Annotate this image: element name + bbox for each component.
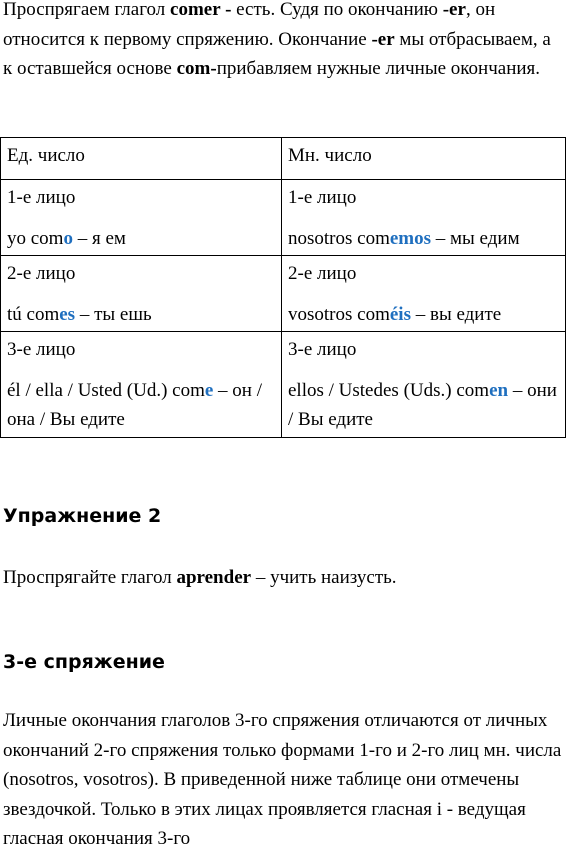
- verb-aprender: aprender: [176, 567, 252, 588]
- conjugation-form: [288, 300, 559, 329]
- conjugation-form: [288, 224, 559, 253]
- ending-er: -er: [371, 28, 395, 50]
- table-row: [1, 256, 566, 332]
- conjugation-form: [288, 376, 559, 434]
- section-paragraph: Личные окончания глаголов 3-го спряжения отличаются от личных окончаний 2-го спряжения только формами 1-го и 2-го лиц мн. числа (nosotros, vosotros). В приведенной ниже таблице они отмечены звездочкой. Только в этих лицах проявляется гласная i - ведущая гласная окончания 3-го: [3, 710, 562, 849]
- form-translation: – они / Вы едите: [288, 380, 557, 430]
- intro-text: есть. Судя по окончанию: [236, 0, 443, 20]
- intro-text: , он относится к первому спряжению. Окончание: [3, 0, 496, 50]
- intro-text: Проспрягаем глагол: [3, 0, 171, 20]
- table-cell: [1, 332, 282, 438]
- form-stem: vosotros com: [288, 304, 390, 325]
- form-ending: o: [63, 228, 73, 249]
- form-translation: – он / она / Вы едите: [7, 380, 262, 430]
- form-translation: – мы едим: [431, 228, 520, 249]
- form-ending: emos: [389, 228, 432, 249]
- form-ending: e: [204, 380, 214, 401]
- table-cell: [282, 332, 566, 438]
- table-cell: [282, 180, 566, 256]
- person-label: 3-е лицо: [288, 339, 357, 360]
- intro-paragraph: [3, 0, 562, 84]
- header-singular: Ед. число: [1, 138, 282, 180]
- person-label: 3-е лицо: [7, 339, 76, 360]
- form-stem: nosotros com: [288, 228, 390, 249]
- intro-text: прибавляем нужные личные окончания.: [216, 58, 541, 79]
- person-label: 1-е лицо: [7, 187, 76, 208]
- form-translation: – я ем: [72, 228, 126, 249]
- exercise-heading: Упражнение 2: [3, 505, 162, 527]
- form-ending: éis: [389, 304, 411, 325]
- intro-dash: -: [220, 0, 237, 20]
- person-label: 2-е лицо: [7, 263, 76, 284]
- form-translation: – вы едите: [410, 304, 502, 325]
- form-ending: es: [59, 304, 76, 325]
- table-row: [1, 332, 566, 438]
- intro-text: мы отбрасываем, а к оставшейся основе: [3, 28, 551, 79]
- table-cell: [282, 256, 566, 332]
- table-header-row: [1, 138, 566, 180]
- header-plural: Мн. число: [282, 138, 566, 180]
- form-stem: ellos / Ustedes (Uds.) com: [288, 380, 490, 401]
- table-cell: [1, 180, 282, 256]
- person-label: 2-е лицо: [288, 263, 357, 284]
- form-stem: tú com: [7, 304, 60, 325]
- table-cell: [1, 256, 282, 332]
- form-ending: en: [489, 380, 509, 401]
- conjugation-form: [7, 300, 275, 329]
- form-translation: – ты ешь: [75, 304, 152, 325]
- section-heading: 3-е спряжение: [3, 651, 165, 673]
- form-stem: yo com: [7, 228, 64, 249]
- person-label: 1-е лицо: [288, 187, 357, 208]
- verb-comer: comer: [170, 0, 221, 20]
- conjugation-form: [7, 224, 275, 253]
- exercise-paragraph: [3, 563, 562, 593]
- ending-er: -er: [442, 0, 466, 20]
- form-stem: él / ella / Usted (Ud.) com: [7, 380, 205, 401]
- exercise-text: – учить наизусть.: [251, 567, 397, 588]
- table-row: [1, 180, 566, 256]
- stem-com: com-: [176, 58, 217, 79]
- conjugation-form: [7, 376, 275, 434]
- conjugation-table: [0, 137, 566, 438]
- exercise-text: Проспрягайте глагол: [3, 567, 177, 588]
